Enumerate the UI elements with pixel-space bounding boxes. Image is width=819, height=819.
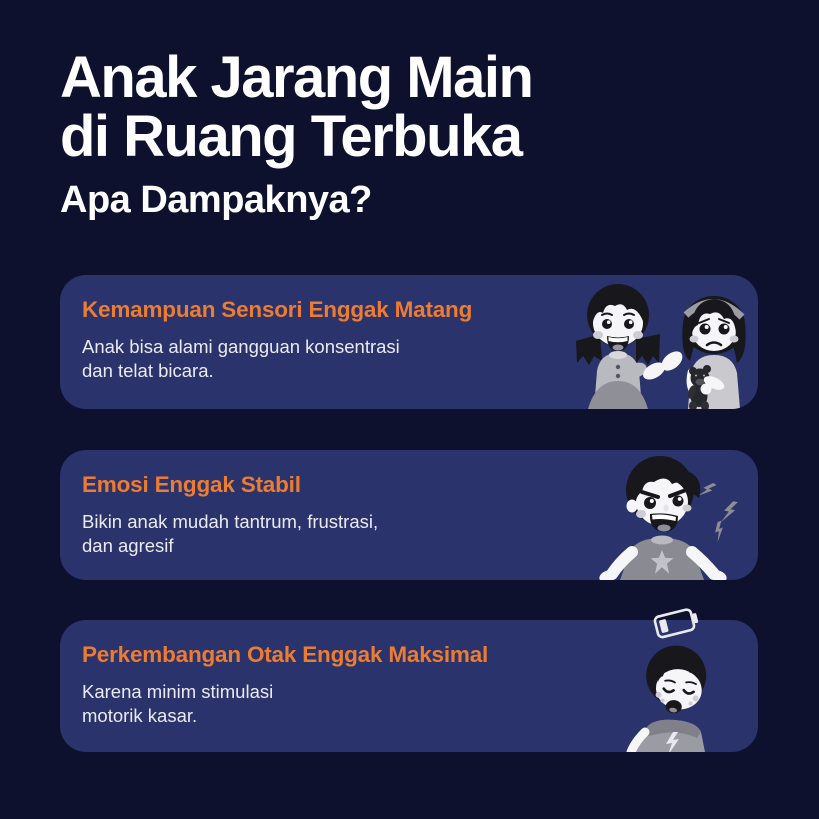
page-title (60, 45, 533, 169)
card-body-line: dan telat bicara. (82, 360, 214, 381)
sad-child-with-teddy (682, 296, 745, 409)
impact-card-sensory (60, 275, 758, 409)
card-body-line: Karena minim stimulasi (82, 681, 274, 702)
impact-card-brain (60, 620, 758, 752)
title-line-1: Anak Jarang Main (60, 45, 533, 110)
card-body-line: motorik kasar. (82, 705, 198, 726)
card-body-line: Bikin anak mudah tantrum, frustrasi, (82, 511, 379, 532)
card-body-sensory (82, 335, 400, 383)
sleepy-boy (631, 641, 711, 752)
children-talking-illustration (566, 279, 758, 409)
impact-card-emotion (60, 450, 758, 580)
sleepy-boy-illustration (617, 634, 725, 752)
angry-boy-illustration (594, 450, 756, 580)
header (60, 45, 533, 221)
card-heading-sensory: Kemampuan Sensori Enggak Matang (82, 297, 473, 322)
card-body-brain (82, 680, 273, 728)
lightning-shirt-icon (666, 732, 679, 752)
low-battery-icon (652, 604, 704, 642)
card-body-emotion (82, 510, 378, 558)
page-subtitle: Apa Dampaknya? (60, 179, 372, 221)
card-body-line: Anak bisa alami gangguan konsentrasi (82, 336, 400, 357)
card-heading-emotion: Emosi Enggak Stabil (82, 472, 301, 497)
angry-boy (598, 456, 729, 580)
title-line-2: di Ruang Terbuka (60, 104, 522, 169)
card-heading-brain: Perkembangan Otak Enggak Maksimal (82, 642, 489, 667)
card-body-line: dan agresif (82, 535, 174, 556)
girl-talking (576, 284, 686, 409)
lightning-bolts-icon (698, 480, 738, 543)
teddy-bear (687, 365, 711, 409)
